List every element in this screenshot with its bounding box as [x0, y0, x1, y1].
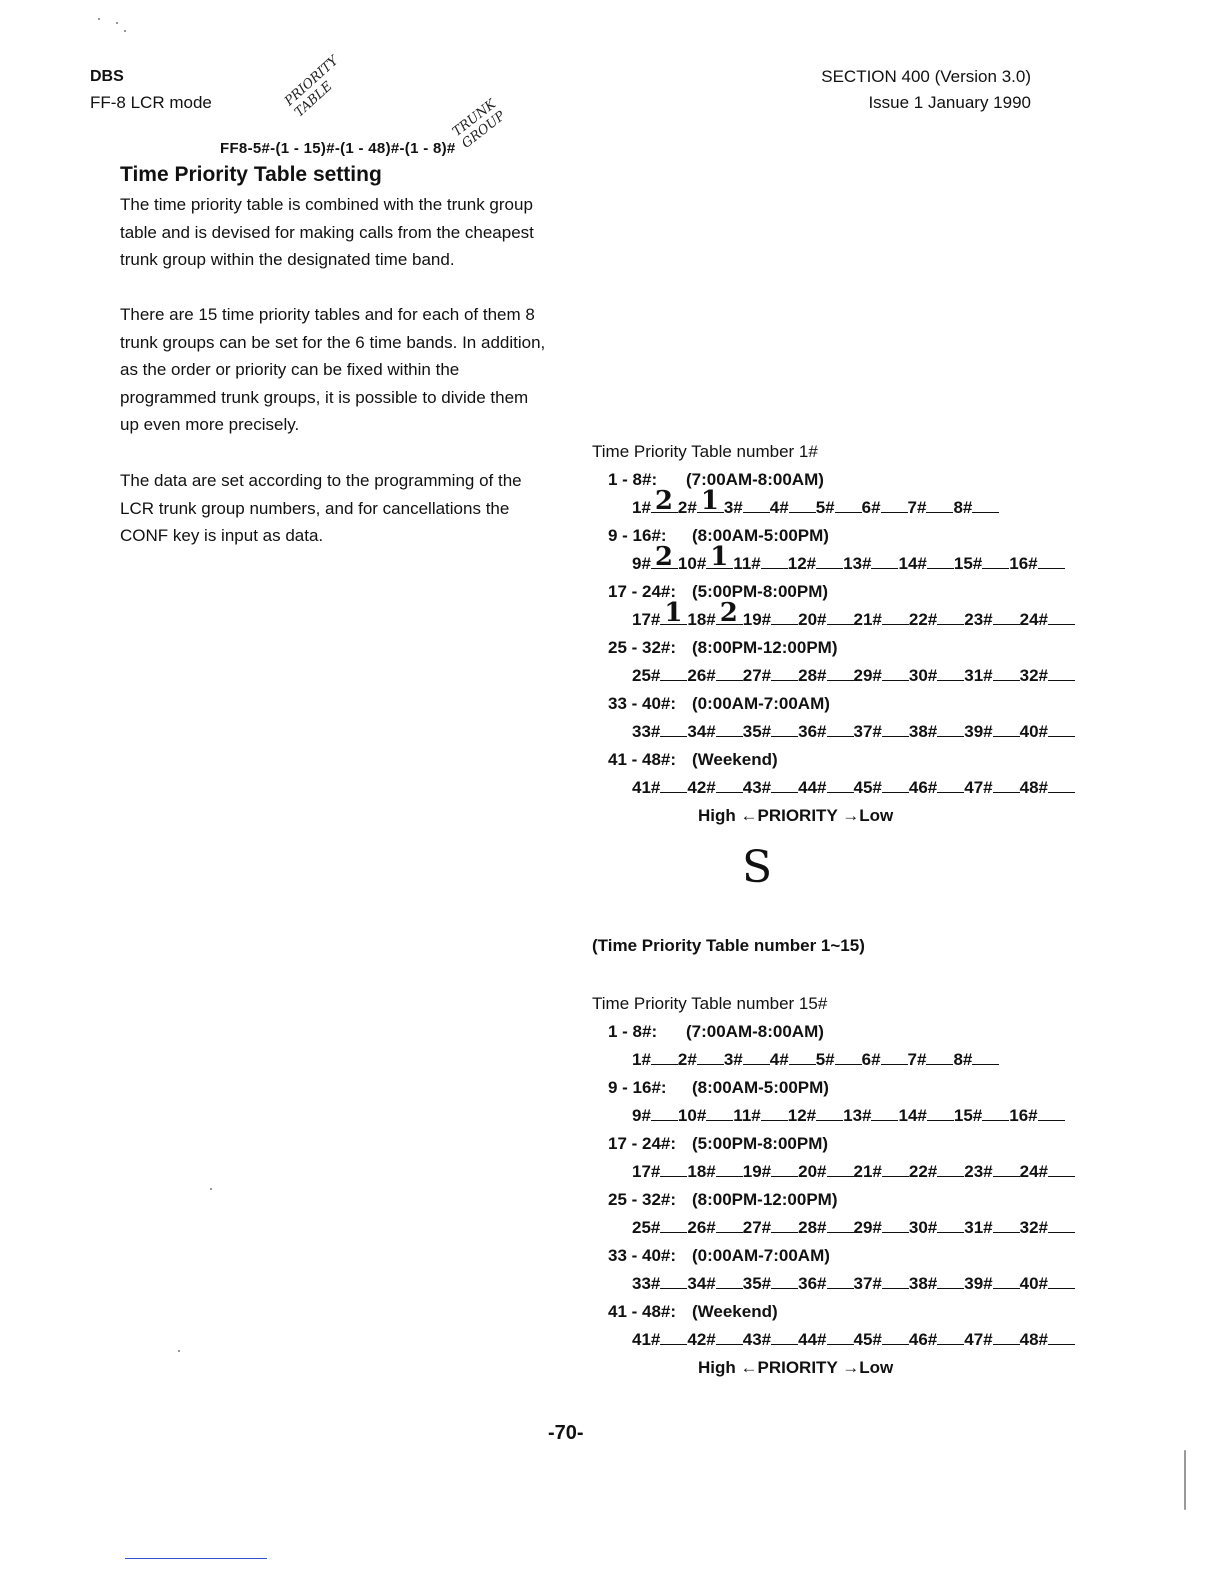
priority-slot-entry[interactable]	[993, 1272, 1020, 1289]
priority-slot-label: 42#	[687, 778, 716, 797]
priority-slot-label: 31#	[964, 1218, 993, 1237]
priority-slot-label: 44#	[798, 1330, 827, 1349]
priority-slot-label: 33#	[632, 722, 661, 741]
priority-slot-label: 45#	[853, 1330, 882, 1349]
band-range: 33 - 40#:	[608, 694, 677, 713]
band-time: (8:00AM-5:00PM)	[692, 1078, 829, 1097]
band-time: (0:00AM-7:00AM)	[692, 1246, 830, 1265]
time-band-heading	[592, 1074, 1075, 1102]
priority-slot-label: 7#	[907, 498, 927, 517]
priority-slot-entry[interactable]	[937, 1272, 964, 1289]
priority-slot-label: 35#	[742, 722, 772, 741]
priority-slot-label: 21#	[853, 610, 882, 629]
priority-slot-label: 45#	[853, 778, 882, 797]
priority-slot-entry[interactable]	[651, 542, 678, 572]
paragraph-text: The data are set according to the programming of the LCR trunk group numbers, and for cancellations the CONF key is input as data.	[120, 471, 522, 545]
priority-slot-label: 4#	[769, 1050, 789, 1069]
priority-slot-label: 17#	[632, 610, 661, 629]
priority-slot-entry[interactable]	[651, 1048, 678, 1065]
priority-slot-entry[interactable]	[882, 608, 909, 625]
band-time: (8:00PM-12:00PM)	[692, 638, 838, 657]
priority-slot-label: 31#	[964, 666, 993, 685]
scan-speck	[124, 30, 126, 32]
priority-slot-label: 18#	[687, 1162, 716, 1181]
priority-slot-label: 43#	[742, 778, 772, 797]
priority-slot-label: 23#	[964, 1162, 993, 1181]
priority-slot-entry[interactable]	[1048, 720, 1075, 737]
priority-slot-entry[interactable]	[982, 552, 1009, 569]
priority-slot-entry[interactable]	[660, 776, 687, 793]
priority-slot-label: 9#	[632, 1106, 651, 1125]
scan-speck	[178, 1350, 180, 1352]
priority-slot-label: 12#	[787, 554, 817, 573]
priority-slot-entry[interactable]	[937, 608, 964, 625]
time-band-heading	[592, 690, 1075, 718]
priority-slot-entry[interactable]	[993, 1216, 1020, 1233]
priority-slot-entry[interactable]	[882, 776, 909, 793]
priority-slot-label: 29#	[853, 666, 882, 685]
priority-slot-label: 5#	[815, 1050, 835, 1069]
band-time: (0:00AM-7:00AM)	[692, 694, 830, 713]
priority-slot-entry[interactable]	[660, 1216, 687, 1233]
paragraph-2	[120, 301, 550, 439]
priority-slot-label: 37#	[853, 1274, 882, 1293]
handwritten-note-trunk-group: TRUNK GROUP	[450, 96, 509, 152]
priority-slot-entry[interactable]	[927, 552, 954, 569]
priority-slot-entry[interactable]	[771, 720, 798, 737]
priority-slot-label: 29#	[853, 1218, 882, 1237]
priority-slot-entry[interactable]	[743, 496, 770, 513]
priority-slot-label: 19#	[742, 1162, 772, 1181]
priority-slot-label: 7#	[907, 1050, 927, 1069]
priority-slot-entry[interactable]	[1038, 552, 1065, 569]
priority-slot-entry[interactable]	[827, 720, 854, 737]
priority-slot-entry[interactable]	[882, 1328, 909, 1345]
priority-slot-label: 24#	[1019, 610, 1048, 629]
priority-slot-entry[interactable]	[651, 486, 678, 516]
priority-slot-label: 36#	[798, 1274, 827, 1293]
priority-slot-label: 4#	[769, 498, 789, 517]
priority-slot-label: 37#	[853, 722, 882, 741]
priority-slot-label: 47#	[964, 1330, 993, 1349]
table-range-label: (Time Priority Table number 1~15)	[592, 936, 865, 955]
priority-slot-label: 26#	[687, 1218, 716, 1237]
priority-slot-entry[interactable]	[993, 1328, 1020, 1345]
priority-slot-label: 9#	[632, 554, 651, 573]
priority-slot-label: 8#	[953, 1050, 973, 1069]
priority-slot-entry[interactable]	[937, 1328, 964, 1345]
priority-slot-label: 28#	[798, 1218, 827, 1237]
priority-slot-entry[interactable]	[881, 1048, 908, 1065]
trunk-group-row	[592, 774, 1075, 802]
priority-slot-label: 10#	[677, 1106, 707, 1125]
priority-slot-entry[interactable]	[716, 1160, 743, 1177]
priority-slot-entry[interactable]	[882, 664, 909, 681]
priority-slot-entry[interactable]	[1048, 608, 1075, 625]
priority-slot-entry[interactable]	[789, 1048, 816, 1065]
priority-slot-entry[interactable]	[706, 542, 733, 572]
band-range: 17 - 24#:	[608, 582, 677, 601]
scan-speck	[116, 22, 118, 24]
priority-slot-label: 6#	[861, 498, 881, 517]
priority-slot-label: 6#	[861, 1050, 881, 1069]
paragraph-text: There are 15 time priority tables and for each of them 8 trunk groups can be set for the 6 time bands. In addition, as the order or priority can be fixed within the programmed trunk groups, it is possible to divide them up even more precisely.	[120, 305, 546, 434]
priority-slot-entry[interactable]	[660, 1160, 687, 1177]
priority-slot-entry[interactable]	[660, 664, 687, 681]
handwritten-entry: 2	[719, 598, 738, 628]
priority-slot-entry[interactable]	[816, 1104, 843, 1121]
priority-slot-entry[interactable]	[972, 1048, 999, 1065]
priority-slot-entry[interactable]	[937, 720, 964, 737]
handwritten-entry: 1	[664, 598, 683, 628]
priority-slot-label: 42#	[687, 1330, 716, 1349]
priority-slot-entry[interactable]	[761, 552, 788, 569]
priority-slot-entry[interactable]	[761, 1104, 788, 1121]
priority-slot-label: 10#	[677, 554, 707, 573]
priority-slot-label: 21#	[853, 1162, 882, 1181]
time-band-heading	[592, 1242, 1075, 1270]
band-range: 33 - 40#:	[608, 1246, 677, 1265]
priority-slot-entry[interactable]	[835, 496, 862, 513]
band-time: (Weekend)	[692, 1302, 778, 1321]
priority-direction-label: High ←PRIORITY →Low	[698, 1358, 894, 1377]
priority-slot-label: 8#	[953, 498, 973, 517]
priority-slot-entry[interactable]	[1048, 1272, 1075, 1289]
priority-slot-label: 28#	[798, 666, 827, 685]
band-range: 1 - 8#:	[608, 470, 658, 489]
handwritten-entry: 1	[710, 542, 729, 572]
trunk-group-row	[592, 1270, 1075, 1298]
priority-slot-entry[interactable]	[743, 1048, 770, 1065]
priority-slot-label: 39#	[964, 722, 993, 741]
priority-slot-label: 46#	[908, 1330, 938, 1349]
trunk-group-row	[592, 718, 1075, 746]
page-title: Time Priority Table setting	[120, 163, 382, 186]
priority-slot-label: 27#	[742, 666, 772, 685]
priority-slot-label: 16#	[1009, 1106, 1038, 1125]
band-time: (8:00PM-12:00PM)	[692, 1190, 838, 1209]
priority-slot-label: 41#	[632, 778, 661, 797]
priority-slot-entry[interactable]	[827, 1328, 854, 1345]
table-title: Time Priority Table number 15#	[592, 994, 828, 1013]
handwritten-entry: 2	[654, 542, 674, 572]
priority-slot-entry[interactable]	[1048, 776, 1075, 793]
priority-slot-label: 47#	[964, 778, 993, 797]
band-time: (8:00AM-5:00PM)	[692, 526, 829, 545]
priority-slot-entry[interactable]	[716, 1216, 743, 1233]
scan-artifact-line	[125, 1558, 267, 1559]
priority-slot-label: 40#	[1019, 1274, 1048, 1293]
time-band-heading	[592, 1186, 1075, 1214]
priority-slot-entry[interactable]	[871, 1104, 898, 1121]
priority-slot-entry[interactable]	[993, 776, 1020, 793]
handwritten-note-priority-table: PRIORITY TABLE	[282, 53, 342, 121]
priority-slot-entry[interactable]	[716, 776, 743, 793]
priority-slot-label: 20#	[798, 610, 827, 629]
priority-slot-entry[interactable]	[937, 1160, 964, 1177]
priority-slot-entry[interactable]	[927, 1104, 954, 1121]
priority-slot-entry[interactable]	[716, 598, 743, 628]
priority-slot-label: 43#	[742, 1330, 772, 1349]
priority-slot-entry[interactable]	[771, 1160, 798, 1177]
priority-slot-label: 30#	[908, 666, 938, 685]
priority-slot-entry[interactable]	[660, 720, 687, 737]
section-header	[731, 64, 1031, 116]
band-range: 25 - 32#:	[608, 638, 677, 657]
priority-slot-label: 23#	[964, 610, 993, 629]
priority-slot-entry[interactable]	[882, 720, 909, 737]
priority-slot-label: 3#	[723, 498, 743, 517]
priority-slot-label: 19#	[742, 610, 772, 629]
priority-slot-label: 25#	[632, 666, 661, 685]
priority-slot-label: 13#	[843, 1106, 872, 1125]
band-range: 25 - 32#:	[608, 1190, 677, 1209]
priority-slot-entry[interactable]	[882, 1160, 909, 1177]
priority-slot-entry[interactable]	[771, 1328, 798, 1345]
priority-slot-entry[interactable]	[1038, 1104, 1065, 1121]
priority-slot-entry[interactable]	[651, 1104, 678, 1121]
priority-slot-label: 15#	[953, 554, 983, 573]
priority-slot-label: 30#	[908, 1218, 938, 1237]
priority-slot-label: 1#	[632, 498, 651, 517]
priority-slot-entry[interactable]	[771, 1272, 798, 1289]
band-time: (5:00PM-8:00PM)	[692, 1134, 829, 1153]
priority-slot-entry[interactable]	[937, 776, 964, 793]
priority-slot-entry[interactable]	[827, 776, 854, 793]
priority-slot-label: 14#	[898, 1106, 927, 1125]
trunk-group-row	[592, 1158, 1075, 1186]
table-title: Time Priority Table number 1#	[592, 442, 818, 461]
band-range: 9 - 16#:	[608, 526, 667, 545]
priority-slot-entry[interactable]	[827, 608, 854, 625]
priority-slot-label: 40#	[1019, 722, 1048, 741]
priority-slot-entry[interactable]	[697, 486, 724, 516]
priority-slot-label: 16#	[1009, 554, 1038, 573]
priority-slot-entry[interactable]	[926, 1048, 953, 1065]
priority-table-15	[592, 990, 1075, 1382]
priority-slot-label: 44#	[798, 778, 827, 797]
priority-slot-label: 41#	[632, 1330, 661, 1349]
priority-slot-entry[interactable]	[835, 1048, 862, 1065]
priority-slot-entry[interactable]	[882, 1272, 909, 1289]
priority-slot-label: 3#	[723, 1050, 743, 1069]
band-range: 41 - 48#:	[608, 1302, 677, 1321]
priority-slot-label: 39#	[964, 1274, 993, 1293]
trunk-group-row	[592, 662, 1075, 690]
brand-label: DBS	[90, 68, 124, 85]
priority-slot-entry[interactable]	[937, 664, 964, 681]
priority-slot-entry[interactable]	[716, 1328, 743, 1345]
priority-slot-label: 24#	[1019, 1162, 1048, 1181]
priority-slot-entry[interactable]	[982, 1104, 1009, 1121]
priority-slot-entry[interactable]	[1048, 664, 1075, 681]
priority-slot-entry[interactable]	[1048, 1160, 1075, 1177]
paragraph-1	[120, 191, 550, 274]
time-band-heading	[592, 634, 1075, 662]
band-range: 17 - 24#:	[608, 1134, 677, 1153]
priority-slot-entry[interactable]	[827, 664, 854, 681]
time-band-heading	[592, 746, 1075, 774]
priority-slot-label: 22#	[908, 610, 938, 629]
handwritten-entry: 1	[700, 486, 719, 516]
priority-slot-label: 36#	[798, 722, 827, 741]
scan-speck	[1184, 1450, 1186, 1510]
priority-slot-entry[interactable]	[660, 1328, 687, 1345]
priority-slot-entry[interactable]	[771, 776, 798, 793]
paragraph-text: The time priority table is combined with the trunk group table and is devised for making calls from the cheapest trunk group within the designated time band.	[120, 195, 534, 269]
band-range: 9 - 16#:	[608, 1078, 667, 1097]
trunk-group-row	[592, 1102, 1075, 1130]
priority-slot-label: 25#	[632, 1218, 661, 1237]
priority-slot-label: 18#	[687, 610, 716, 629]
priority-slot-entry[interactable]	[660, 1272, 687, 1289]
priority-slot-entry[interactable]	[1048, 1328, 1075, 1345]
scan-speck	[210, 1188, 212, 1190]
priority-direction-label: High ←PRIORITY →Low	[698, 806, 894, 825]
priority-slot-label: 11#	[733, 1106, 761, 1125]
priority-slot-entry[interactable]	[789, 496, 816, 513]
priority-slot-label: 1#	[632, 1050, 651, 1069]
priority-slot-label: 2#	[677, 1050, 697, 1069]
priority-slot-entry[interactable]	[926, 496, 953, 513]
priority-table-1	[592, 438, 1075, 830]
band-time: (7:00AM-8:00AM)	[686, 1022, 824, 1041]
time-band-heading	[592, 1130, 1075, 1158]
priority-slot-label: 38#	[908, 1274, 938, 1293]
priority-slot-entry[interactable]	[771, 1216, 798, 1233]
trunk-group-row	[592, 598, 1075, 634]
priority-slot-label: 32#	[1019, 1218, 1048, 1237]
priority-slot-entry[interactable]	[993, 720, 1020, 737]
priority-slot-label: 22#	[908, 1162, 938, 1181]
priority-slot-entry[interactable]	[716, 1272, 743, 1289]
priority-slot-label: 34#	[687, 722, 716, 741]
priority-slot-label: 33#	[632, 1274, 661, 1293]
mode-label: FF-8 LCR mode	[90, 93, 212, 112]
trunk-group-row	[592, 1214, 1075, 1242]
page-number: -70-	[548, 1422, 584, 1444]
priority-slot-label: 15#	[953, 1106, 983, 1125]
priority-slot-entry[interactable]	[881, 496, 908, 513]
scan-speck	[98, 18, 100, 20]
priority-slot-label: 48#	[1019, 778, 1048, 797]
priority-slot-entry[interactable]	[827, 1216, 854, 1233]
trunk-group-row	[592, 1326, 1075, 1354]
priority-slot-label: 38#	[908, 722, 938, 741]
priority-slot-entry[interactable]	[660, 598, 687, 628]
priority-slot-entry[interactable]	[716, 664, 743, 681]
priority-slot-label: 34#	[687, 1274, 716, 1293]
handwritten-entry: 2	[654, 486, 674, 516]
time-band-heading	[592, 1298, 1075, 1326]
band-range: 1 - 8#:	[608, 1022, 658, 1041]
priority-slot-label: 11#	[733, 554, 761, 573]
priority-slot-entry[interactable]	[993, 608, 1020, 625]
priority-slot-label: 20#	[798, 1162, 827, 1181]
trunk-group-row	[592, 542, 1075, 578]
priority-slot-entry[interactable]	[882, 1216, 909, 1233]
priority-slot-entry[interactable]	[716, 720, 743, 737]
priority-slot-label: 12#	[787, 1106, 817, 1125]
trunk-group-row	[592, 486, 1075, 522]
priority-slot-entry[interactable]	[993, 664, 1020, 681]
priority-slot-label: 48#	[1019, 1330, 1048, 1349]
priority-slot-entry[interactable]	[816, 552, 843, 569]
priority-slot-label: 17#	[632, 1162, 661, 1181]
priority-slot-label: 13#	[843, 554, 872, 573]
priority-slot-entry[interactable]	[697, 1048, 724, 1065]
paragraph-3	[120, 467, 550, 550]
trunk-group-row	[592, 1046, 1075, 1074]
priority-slot-label: 5#	[815, 498, 835, 517]
priority-slot-entry[interactable]	[937, 1216, 964, 1233]
band-time: (7:00AM-8:00AM)	[686, 470, 824, 489]
priority-slot-entry[interactable]	[827, 1272, 854, 1289]
band-time: (5:00PM-8:00PM)	[692, 582, 829, 601]
priority-slot-label: 32#	[1019, 666, 1048, 685]
priority-slot-label: 14#	[898, 554, 927, 573]
priority-slot-entry[interactable]	[1048, 1216, 1075, 1233]
section-label: SECTION 400 (Version 3.0)	[821, 67, 1031, 86]
priority-slot-label: 46#	[908, 778, 938, 797]
priority-slot-label: 26#	[687, 666, 716, 685]
band-range: 41 - 48#:	[608, 750, 677, 769]
priority-slot-label: 27#	[742, 1218, 772, 1237]
continuation-squiggle: S	[742, 842, 773, 893]
priority-slot-entry[interactable]	[706, 1104, 733, 1121]
priority-slot-entry[interactable]	[771, 664, 798, 681]
priority-slot-entry[interactable]	[871, 552, 898, 569]
issue-label: Issue 1 January 1990	[868, 93, 1031, 112]
priority-slot-label: 2#	[677, 498, 697, 517]
priority-slot-label: 35#	[742, 1274, 772, 1293]
command-string: FF8-5#-(1 - 15)#-(1 - 48)#-(1 - 8)#	[220, 140, 456, 157]
priority-slot-entry[interactable]	[827, 1160, 854, 1177]
priority-slot-entry[interactable]	[771, 608, 798, 625]
band-time: (Weekend)	[692, 750, 778, 769]
priority-slot-entry[interactable]	[972, 496, 999, 513]
time-band-heading	[592, 1018, 1075, 1046]
priority-slot-entry[interactable]	[993, 1160, 1020, 1177]
